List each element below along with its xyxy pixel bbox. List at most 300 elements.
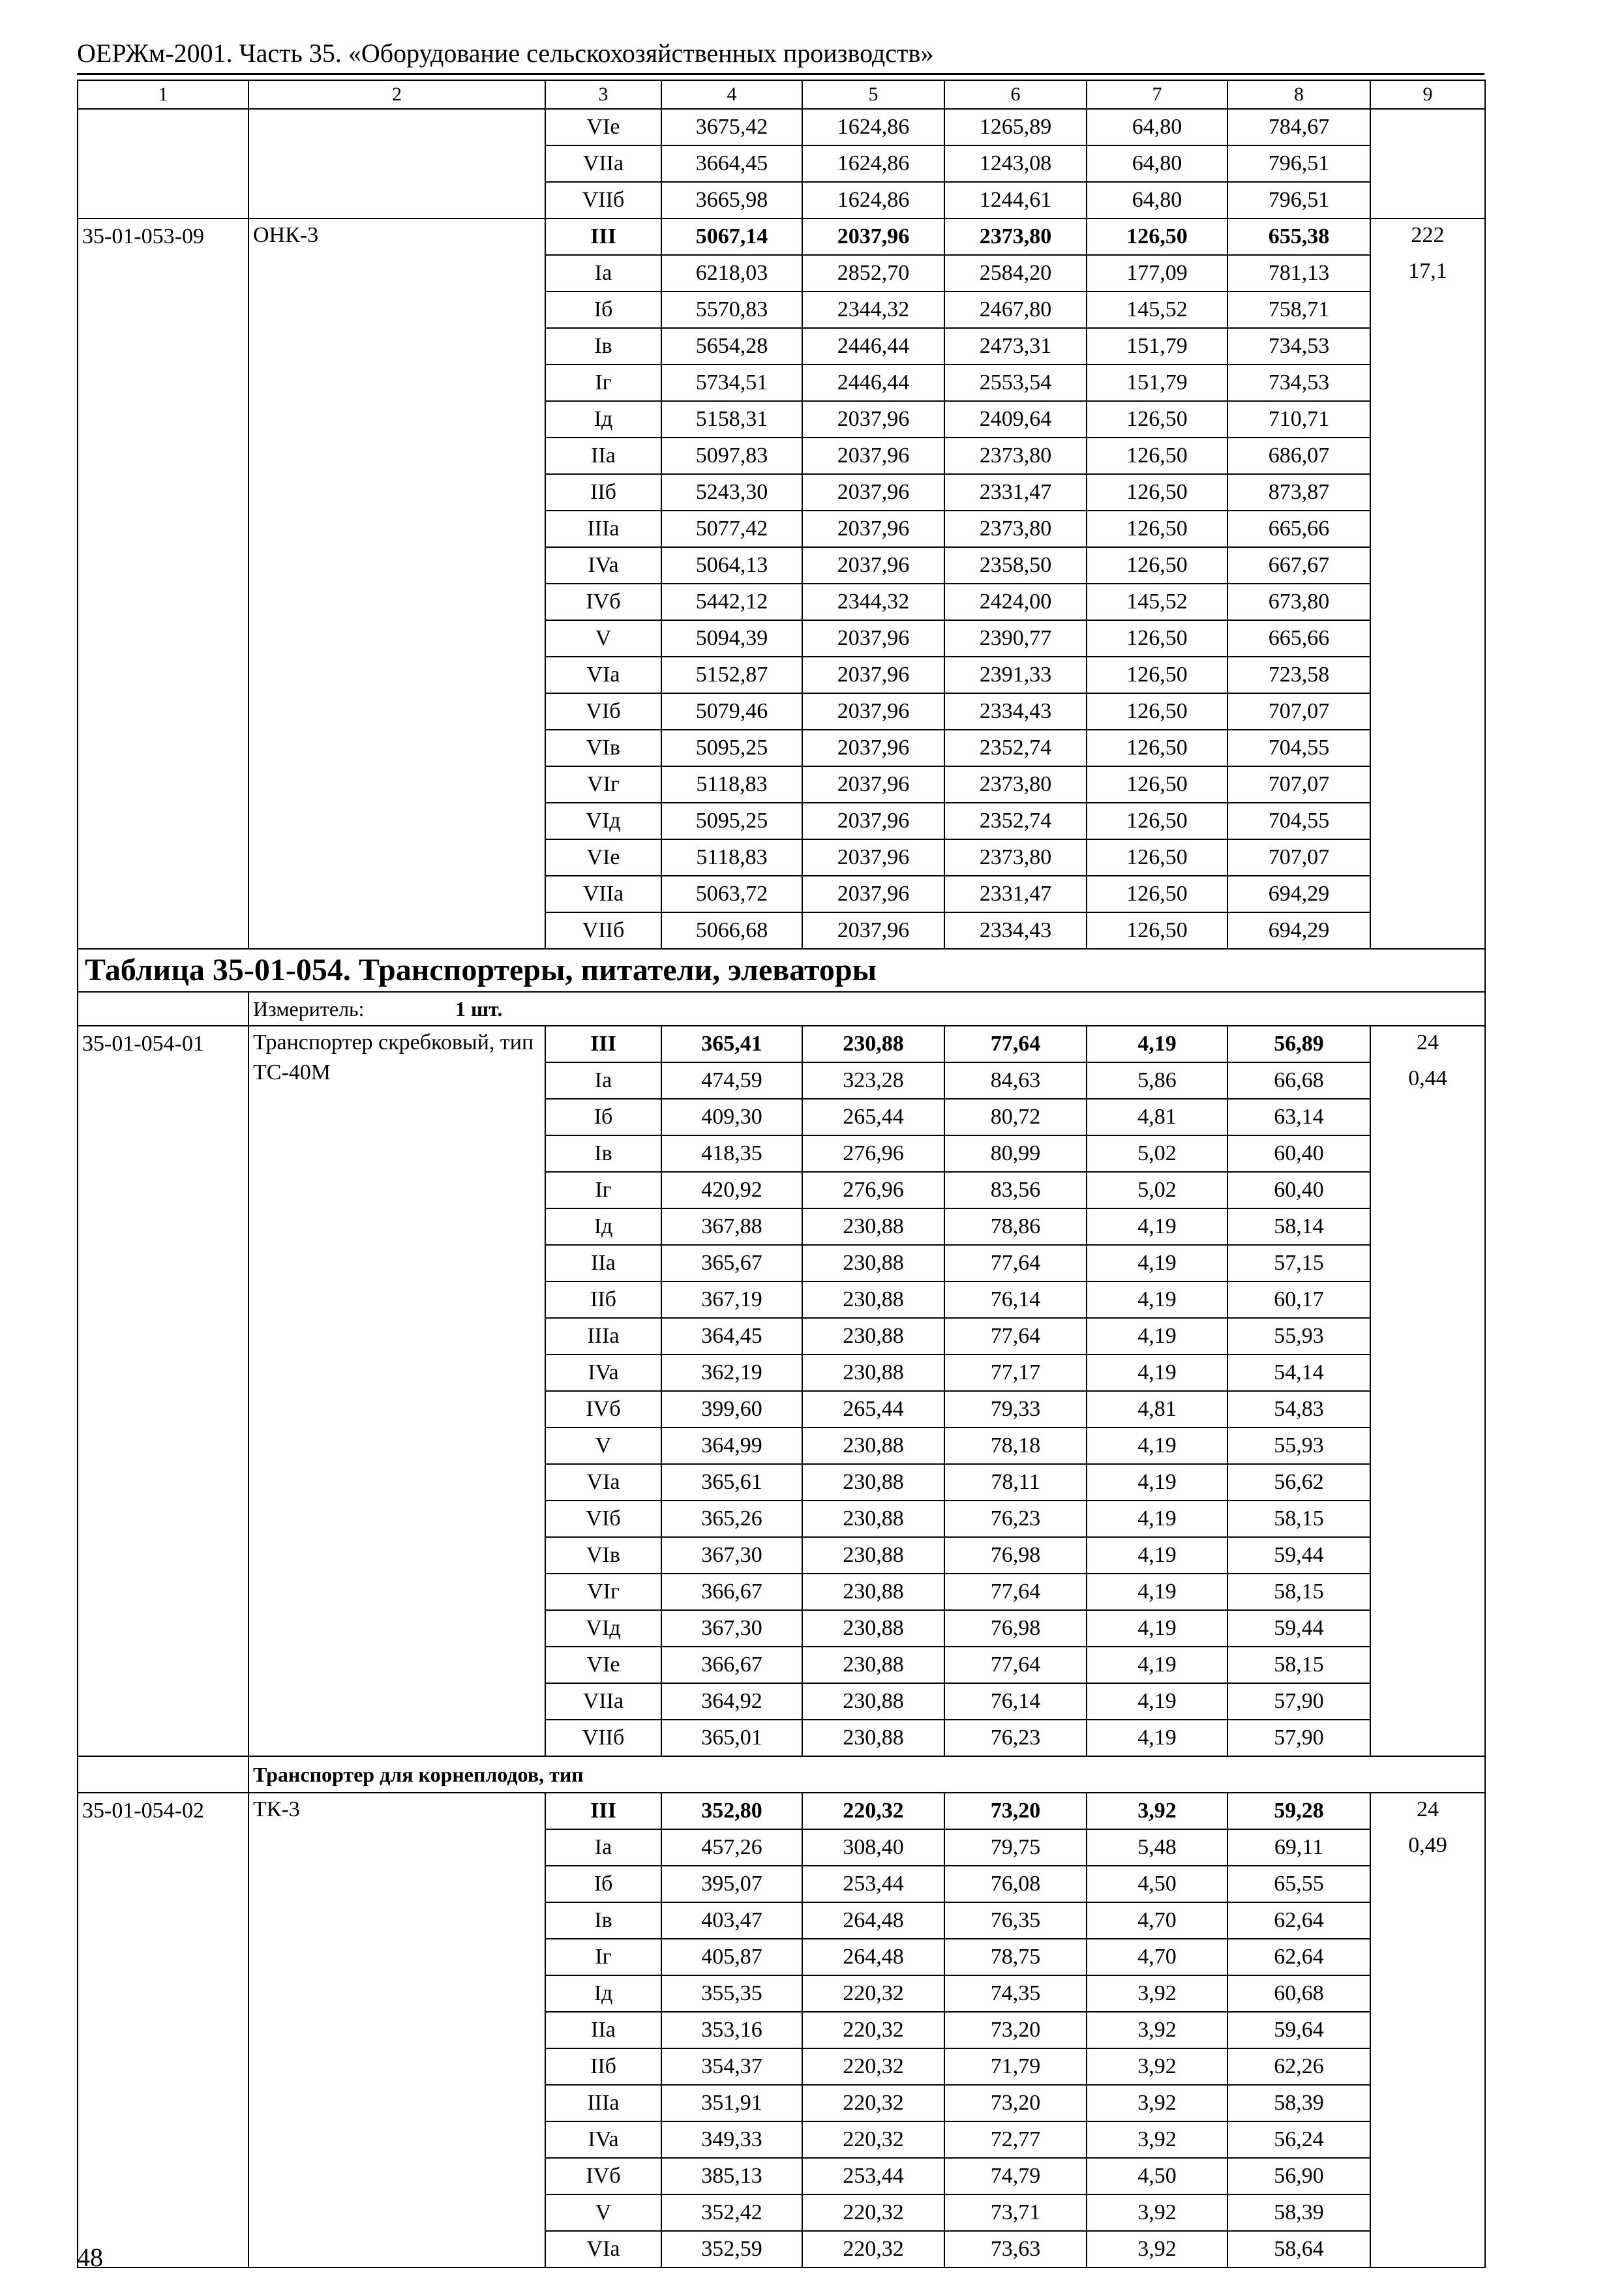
value-col-7: 151,79 <box>1087 365 1227 401</box>
value-col-7: 3,92 <box>1087 2085 1227 2121</box>
value-col-8: 65,55 <box>1227 1866 1370 1902</box>
col9-value <box>1370 365 1485 401</box>
value-col-4: 352,80 <box>661 1793 802 1829</box>
value-col-4: 385,13 <box>661 2158 802 2194</box>
col9-value <box>1370 438 1485 474</box>
zone-code: V <box>545 620 661 657</box>
value-col-6: 76,08 <box>944 1866 1087 1902</box>
zone-code: VIIб <box>545 182 661 218</box>
value-col-5: 220,32 <box>802 2012 944 2048</box>
value-col-6: 83,56 <box>944 1172 1087 1208</box>
zone-code: Iб <box>545 1099 661 1135</box>
value-col-5: 220,32 <box>802 1975 944 2012</box>
col9-value <box>1370 511 1485 547</box>
zone-code: Iг <box>545 1939 661 1975</box>
value-col-7: 4,19 <box>1087 1501 1227 1537</box>
value-col-4: 352,42 <box>661 2194 802 2231</box>
equipment-name: ОНК-3 <box>248 218 545 949</box>
value-col-4: 6218,03 <box>661 255 802 292</box>
value-col-5: 2344,32 <box>802 292 944 328</box>
zone-code: VIб <box>545 693 661 730</box>
value-col-4: 3664,45 <box>661 145 802 182</box>
value-col-7: 5,48 <box>1087 1829 1227 1866</box>
value-col-6: 74,35 <box>944 1975 1087 2012</box>
col9-value <box>1370 1902 1485 1939</box>
value-col-4: 365,01 <box>661 1720 802 1756</box>
col9-value <box>1370 1501 1485 1537</box>
value-col-4: 5097,83 <box>661 438 802 474</box>
value-col-6: 1265,89 <box>944 109 1087 145</box>
value-col-8: 62,64 <box>1227 1902 1370 1939</box>
value-col-4: 5654,28 <box>661 328 802 365</box>
value-col-6: 79,75 <box>944 1829 1087 1866</box>
table-row <box>78 109 1485 145</box>
zone-code: VIe <box>545 109 661 145</box>
zone-code: VIIб <box>545 912 661 949</box>
value-col-7: 126,50 <box>1087 657 1227 693</box>
measure-label: Измеритель: <box>253 997 365 1021</box>
col9-value <box>1370 2231 1485 2267</box>
col9-value <box>1370 1610 1485 1647</box>
value-col-4: 353,16 <box>661 2012 802 2048</box>
value-col-6: 2358,50 <box>944 547 1087 584</box>
col9-value <box>1370 2085 1485 2121</box>
col9-value: 222 <box>1370 218 1485 255</box>
column-number: 3 <box>545 80 661 109</box>
value-col-6: 72,77 <box>944 2121 1087 2158</box>
zone-code: III <box>545 1793 661 1829</box>
value-col-5: 230,88 <box>802 1318 944 1354</box>
table-title-row <box>78 949 1485 992</box>
value-col-5: 230,88 <box>802 1683 944 1720</box>
zone-code: VIIб <box>545 1720 661 1756</box>
value-col-5: 323,28 <box>802 1062 944 1099</box>
col9-value: 17,1 <box>1370 255 1485 292</box>
value-col-7: 3,92 <box>1087 2048 1227 2085</box>
col9-value <box>1370 1975 1485 2012</box>
value-col-6: 78,86 <box>944 1208 1087 1245</box>
col9-value <box>1370 401 1485 438</box>
value-col-6: 79,33 <box>944 1391 1087 1428</box>
value-col-4: 354,37 <box>661 2048 802 2085</box>
value-col-4: 5570,83 <box>661 292 802 328</box>
value-col-6: 76,14 <box>944 1683 1087 1720</box>
value-col-4: 5734,51 <box>661 365 802 401</box>
value-col-5: 230,88 <box>802 1537 944 1574</box>
value-col-8: 694,29 <box>1227 912 1370 949</box>
value-col-5: 2037,96 <box>802 803 944 839</box>
col9-value <box>1370 1281 1485 1318</box>
value-col-8: 704,55 <box>1227 730 1370 766</box>
col9-value <box>1370 2012 1485 2048</box>
value-col-4: 367,30 <box>661 1537 802 1574</box>
zone-code: VIг <box>545 1574 661 1610</box>
value-col-5: 2037,96 <box>802 693 944 730</box>
value-col-4: 5066,68 <box>661 912 802 949</box>
value-col-8: 707,07 <box>1227 693 1370 730</box>
value-col-5: 2037,96 <box>802 620 944 657</box>
zone-code: IIб <box>545 474 661 511</box>
zone-code: VIIa <box>545 145 661 182</box>
value-col-8: 54,83 <box>1227 1391 1370 1428</box>
value-col-8: 59,28 <box>1227 1793 1370 1829</box>
col9-value <box>1370 1391 1485 1428</box>
column-number: 5 <box>802 80 944 109</box>
value-col-5: 230,88 <box>802 1428 944 1464</box>
value-col-6: 80,99 <box>944 1135 1087 1172</box>
equipment-name: ТК-3 <box>248 1793 545 2267</box>
value-col-6: 84,63 <box>944 1062 1087 1099</box>
value-col-7: 126,50 <box>1087 803 1227 839</box>
value-col-4: 457,26 <box>661 1829 802 1866</box>
value-col-8: 62,64 <box>1227 1939 1370 1975</box>
value-col-5: 2037,96 <box>802 438 944 474</box>
value-col-8: 58,15 <box>1227 1647 1370 1683</box>
value-col-4: 355,35 <box>661 1975 802 2012</box>
zone-code: VIг <box>545 766 661 803</box>
measure-unit: 1 шт. <box>455 997 503 1021</box>
col9-value: 24 <box>1370 1026 1485 1062</box>
zone-code: V <box>545 2194 661 2231</box>
col9-value <box>1370 1574 1485 1610</box>
value-col-5: 2037,96 <box>802 511 944 547</box>
value-col-7: 126,50 <box>1087 218 1227 255</box>
value-col-4: 364,99 <box>661 1428 802 1464</box>
value-col-4: 365,61 <box>661 1464 802 1501</box>
value-col-5: 2037,96 <box>802 547 944 584</box>
value-col-7: 4,81 <box>1087 1391 1227 1428</box>
value-col-7: 3,92 <box>1087 2194 1227 2231</box>
value-col-6: 76,23 <box>944 1720 1087 1756</box>
value-col-8: 57,90 <box>1227 1683 1370 1720</box>
value-col-7: 4,19 <box>1087 1537 1227 1574</box>
col9-value <box>1370 145 1485 182</box>
table-row <box>78 1026 1485 1062</box>
value-col-6: 76,35 <box>944 1902 1087 1939</box>
value-col-7: 64,80 <box>1087 182 1227 218</box>
value-col-4: 364,92 <box>661 1683 802 1720</box>
value-col-5: 265,44 <box>802 1099 944 1135</box>
value-col-4: 5243,30 <box>661 474 802 511</box>
value-col-6: 78,75 <box>944 1939 1087 1975</box>
subtitle-spacer <box>78 1756 248 1793</box>
value-col-8: 873,87 <box>1227 474 1370 511</box>
value-col-5: 276,96 <box>802 1172 944 1208</box>
value-col-6: 2373,80 <box>944 218 1087 255</box>
value-col-5: 308,40 <box>802 1829 944 1866</box>
value-col-8: 734,53 <box>1227 365 1370 401</box>
value-col-6: 2352,74 <box>944 803 1087 839</box>
value-col-5: 264,48 <box>802 1902 944 1939</box>
col9-value <box>1370 1428 1485 1464</box>
value-col-5: 220,32 <box>802 1793 944 1829</box>
value-col-4: 418,35 <box>661 1135 802 1172</box>
value-col-7: 4,19 <box>1087 1318 1227 1354</box>
value-col-4: 367,19 <box>661 1281 802 1318</box>
value-col-4: 474,59 <box>661 1062 802 1099</box>
measure-row <box>78 992 1485 1026</box>
value-col-6: 76,23 <box>944 1501 1087 1537</box>
value-col-4: 365,67 <box>661 1245 802 1281</box>
value-col-5: 230,88 <box>802 1026 944 1062</box>
value-col-7: 145,52 <box>1087 584 1227 620</box>
value-col-7: 151,79 <box>1087 328 1227 365</box>
value-col-8: 60,17 <box>1227 1281 1370 1318</box>
col9-value <box>1370 109 1485 145</box>
value-col-5: 2037,96 <box>802 730 944 766</box>
value-col-6: 77,64 <box>944 1574 1087 1610</box>
value-col-5: 2037,96 <box>802 218 944 255</box>
zone-code: IIa <box>545 2012 661 2048</box>
col9-value <box>1370 1135 1485 1172</box>
zone-code: IIб <box>545 1281 661 1318</box>
value-col-7: 3,92 <box>1087 2231 1227 2267</box>
value-col-6: 2334,43 <box>944 912 1087 949</box>
value-col-7: 126,50 <box>1087 839 1227 876</box>
zone-code: VIa <box>545 2231 661 2267</box>
col9-value <box>1370 1208 1485 1245</box>
column-number: 4 <box>661 80 802 109</box>
value-col-5: 1624,86 <box>802 109 944 145</box>
value-col-6: 73,71 <box>944 2194 1087 2231</box>
zone-code: Ia <box>545 255 661 292</box>
value-col-6: 2473,31 <box>944 328 1087 365</box>
col9-value <box>1370 1683 1485 1720</box>
zone-code: IIIa <box>545 2085 661 2121</box>
value-col-4: 3665,98 <box>661 182 802 218</box>
value-col-6: 2553,54 <box>944 365 1087 401</box>
col9-value <box>1370 1647 1485 1683</box>
value-col-8: 707,07 <box>1227 766 1370 803</box>
value-col-4: 5118,83 <box>661 766 802 803</box>
value-col-5: 2446,44 <box>802 328 944 365</box>
value-col-6: 80,72 <box>944 1099 1087 1135</box>
table-row <box>78 218 1485 255</box>
value-col-4: 367,30 <box>661 1610 802 1647</box>
value-col-5: 1624,86 <box>802 145 944 182</box>
value-col-5: 276,96 <box>802 1135 944 1172</box>
value-col-5: 220,32 <box>802 2085 944 2121</box>
value-col-4: 351,91 <box>661 2085 802 2121</box>
value-col-7: 126,50 <box>1087 620 1227 657</box>
value-col-7: 3,92 <box>1087 2121 1227 2158</box>
page-number: 48 <box>77 2243 103 2272</box>
value-col-8: 59,44 <box>1227 1610 1370 1647</box>
value-col-8: 784,67 <box>1227 109 1370 145</box>
value-col-8: 58,15 <box>1227 1574 1370 1610</box>
value-col-7: 126,50 <box>1087 876 1227 912</box>
value-col-5: 230,88 <box>802 1245 944 1281</box>
value-col-6: 2391,33 <box>944 657 1087 693</box>
col9-value <box>1370 2158 1485 2194</box>
value-col-6: 2409,64 <box>944 401 1087 438</box>
value-col-8: 59,64 <box>1227 2012 1370 2048</box>
value-col-7: 126,50 <box>1087 912 1227 949</box>
col9-value <box>1370 292 1485 328</box>
value-col-8: 707,07 <box>1227 839 1370 876</box>
zone-code: III <box>545 218 661 255</box>
value-col-5: 2446,44 <box>802 365 944 401</box>
value-col-5: 220,32 <box>802 2194 944 2231</box>
header-rule <box>77 73 1484 75</box>
value-col-8: 57,15 <box>1227 1245 1370 1281</box>
value-col-7: 126,50 <box>1087 766 1227 803</box>
zone-code: Iг <box>545 365 661 401</box>
value-col-5: 220,32 <box>802 2121 944 2158</box>
col9-value <box>1370 1172 1485 1208</box>
col9-value <box>1370 1354 1485 1391</box>
value-col-7: 4,70 <box>1087 1939 1227 1975</box>
value-col-5: 2037,96 <box>802 474 944 511</box>
value-col-6: 71,79 <box>944 2048 1087 2085</box>
value-col-8: 56,24 <box>1227 2121 1370 2158</box>
col9-value <box>1370 766 1485 803</box>
value-col-5: 2037,96 <box>802 912 944 949</box>
value-col-7: 145,52 <box>1087 292 1227 328</box>
subtitle-row <box>78 1756 1485 1793</box>
value-col-5: 265,44 <box>802 1391 944 1428</box>
zone-code: V <box>545 1428 661 1464</box>
zone-code: VIв <box>545 730 661 766</box>
value-col-7: 4,19 <box>1087 1245 1227 1281</box>
subtitle-text: Транспортер для корнеплодов, тип <box>248 1756 1485 1793</box>
value-col-6: 77,17 <box>944 1354 1087 1391</box>
zone-code: VIв <box>545 1537 661 1574</box>
value-col-8: 55,93 <box>1227 1428 1370 1464</box>
value-col-7: 4,19 <box>1087 1683 1227 1720</box>
value-col-8: 655,38 <box>1227 218 1370 255</box>
table-title: Таблица 35-01-054. Транспортеры, питатели, элеваторы <box>78 949 1485 992</box>
value-col-4: 5095,25 <box>661 730 802 766</box>
column-number-row <box>78 80 1485 109</box>
value-col-5: 264,48 <box>802 1939 944 1975</box>
col9-value: 24 <box>1370 1793 1485 1829</box>
value-col-5: 2037,96 <box>802 657 944 693</box>
value-col-7: 4,19 <box>1087 1464 1227 1501</box>
value-col-8: 66,68 <box>1227 1062 1370 1099</box>
value-col-7: 3,92 <box>1087 1793 1227 1829</box>
value-col-4: 364,45 <box>661 1318 802 1354</box>
value-col-7: 4,19 <box>1087 1574 1227 1610</box>
value-col-4: 3675,42 <box>661 109 802 145</box>
value-col-8: 54,14 <box>1227 1354 1370 1391</box>
value-col-8: 781,13 <box>1227 255 1370 292</box>
measure-spacer <box>78 992 248 1026</box>
col9-value <box>1370 1464 1485 1501</box>
value-col-8: 665,66 <box>1227 620 1370 657</box>
col9-value <box>1370 182 1485 218</box>
value-col-8: 796,51 <box>1227 182 1370 218</box>
value-col-4: 5063,72 <box>661 876 802 912</box>
value-col-6: 2373,80 <box>944 511 1087 547</box>
rate-code: 35-01-054-01 <box>78 1026 248 1756</box>
column-number: 8 <box>1227 80 1370 109</box>
col9-value: 0,49 <box>1370 1829 1485 1866</box>
zone-code: Iг <box>545 1172 661 1208</box>
value-col-8: 63,14 <box>1227 1099 1370 1135</box>
col9-value <box>1370 2048 1485 2085</box>
zone-code: IIa <box>545 1245 661 1281</box>
col9-value <box>1370 1537 1485 1574</box>
value-col-7: 4,70 <box>1087 1902 1227 1939</box>
col9-value: 0,44 <box>1370 1062 1485 1099</box>
value-col-5: 2037,96 <box>802 839 944 876</box>
value-col-8: 55,93 <box>1227 1318 1370 1354</box>
zone-code: VIIa <box>545 1683 661 1720</box>
value-col-7: 126,50 <box>1087 730 1227 766</box>
zone-code: IIa <box>545 438 661 474</box>
value-col-7: 3,92 <box>1087 2012 1227 2048</box>
value-col-4: 5158,31 <box>661 401 802 438</box>
value-col-8: 58,14 <box>1227 1208 1370 1245</box>
value-col-5: 2852,70 <box>802 255 944 292</box>
col9-value <box>1370 1939 1485 1975</box>
value-col-7: 64,80 <box>1087 109 1227 145</box>
value-col-5: 230,88 <box>802 1208 944 1245</box>
value-col-7: 4,19 <box>1087 1354 1227 1391</box>
value-col-6: 2373,80 <box>944 438 1087 474</box>
value-col-5: 220,32 <box>802 2231 944 2267</box>
value-col-7: 126,50 <box>1087 693 1227 730</box>
zone-code: Ia <box>545 1062 661 1099</box>
rate-code: 35-01-053-09 <box>78 218 248 949</box>
value-col-6: 77,64 <box>944 1647 1087 1683</box>
zone-code: Iв <box>545 328 661 365</box>
value-col-7: 126,50 <box>1087 401 1227 438</box>
value-col-4: 409,30 <box>661 1099 802 1135</box>
value-col-4: 352,59 <box>661 2231 802 2267</box>
value-col-6: 1244,61 <box>944 182 1087 218</box>
col9-value <box>1370 1099 1485 1135</box>
col9-value <box>1370 620 1485 657</box>
value-col-8: 60,40 <box>1227 1172 1370 1208</box>
value-col-7: 5,02 <box>1087 1172 1227 1208</box>
value-col-7: 126,50 <box>1087 438 1227 474</box>
col9-value <box>1370 547 1485 584</box>
value-col-8: 758,71 <box>1227 292 1370 328</box>
value-col-4: 405,87 <box>661 1939 802 1975</box>
value-col-7: 4,19 <box>1087 1610 1227 1647</box>
zone-code: VIIa <box>545 876 661 912</box>
zone-code: IVa <box>545 547 661 584</box>
value-col-7: 4,19 <box>1087 1208 1227 1245</box>
value-col-8: 56,62 <box>1227 1464 1370 1501</box>
value-col-4: 403,47 <box>661 1902 802 1939</box>
zone-code: VIд <box>545 803 661 839</box>
zone-code: IVб <box>545 584 661 620</box>
value-col-4: 365,26 <box>661 1501 802 1537</box>
value-col-7: 64,80 <box>1087 145 1227 182</box>
value-col-4: 399,60 <box>661 1391 802 1428</box>
value-col-5: 230,88 <box>802 1464 944 1501</box>
value-col-8: 58,39 <box>1227 2194 1370 2231</box>
rate-code <box>78 109 248 218</box>
value-col-7: 4,19 <box>1087 1026 1227 1062</box>
rates-table <box>77 80 1486 2268</box>
value-col-6: 76,14 <box>944 1281 1087 1318</box>
value-col-8: 56,90 <box>1227 2158 1370 2194</box>
zone-code: IIб <box>545 2048 661 2085</box>
zone-code: VIe <box>545 1647 661 1683</box>
value-col-5: 2037,96 <box>802 766 944 803</box>
zone-code: Iд <box>545 401 661 438</box>
col9-value <box>1370 1245 1485 1281</box>
zone-code: Ia <box>545 1829 661 1866</box>
value-col-8: 59,44 <box>1227 1537 1370 1574</box>
value-col-8: 58,39 <box>1227 2085 1370 2121</box>
col9-value <box>1370 328 1485 365</box>
value-col-6: 77,64 <box>944 1026 1087 1062</box>
